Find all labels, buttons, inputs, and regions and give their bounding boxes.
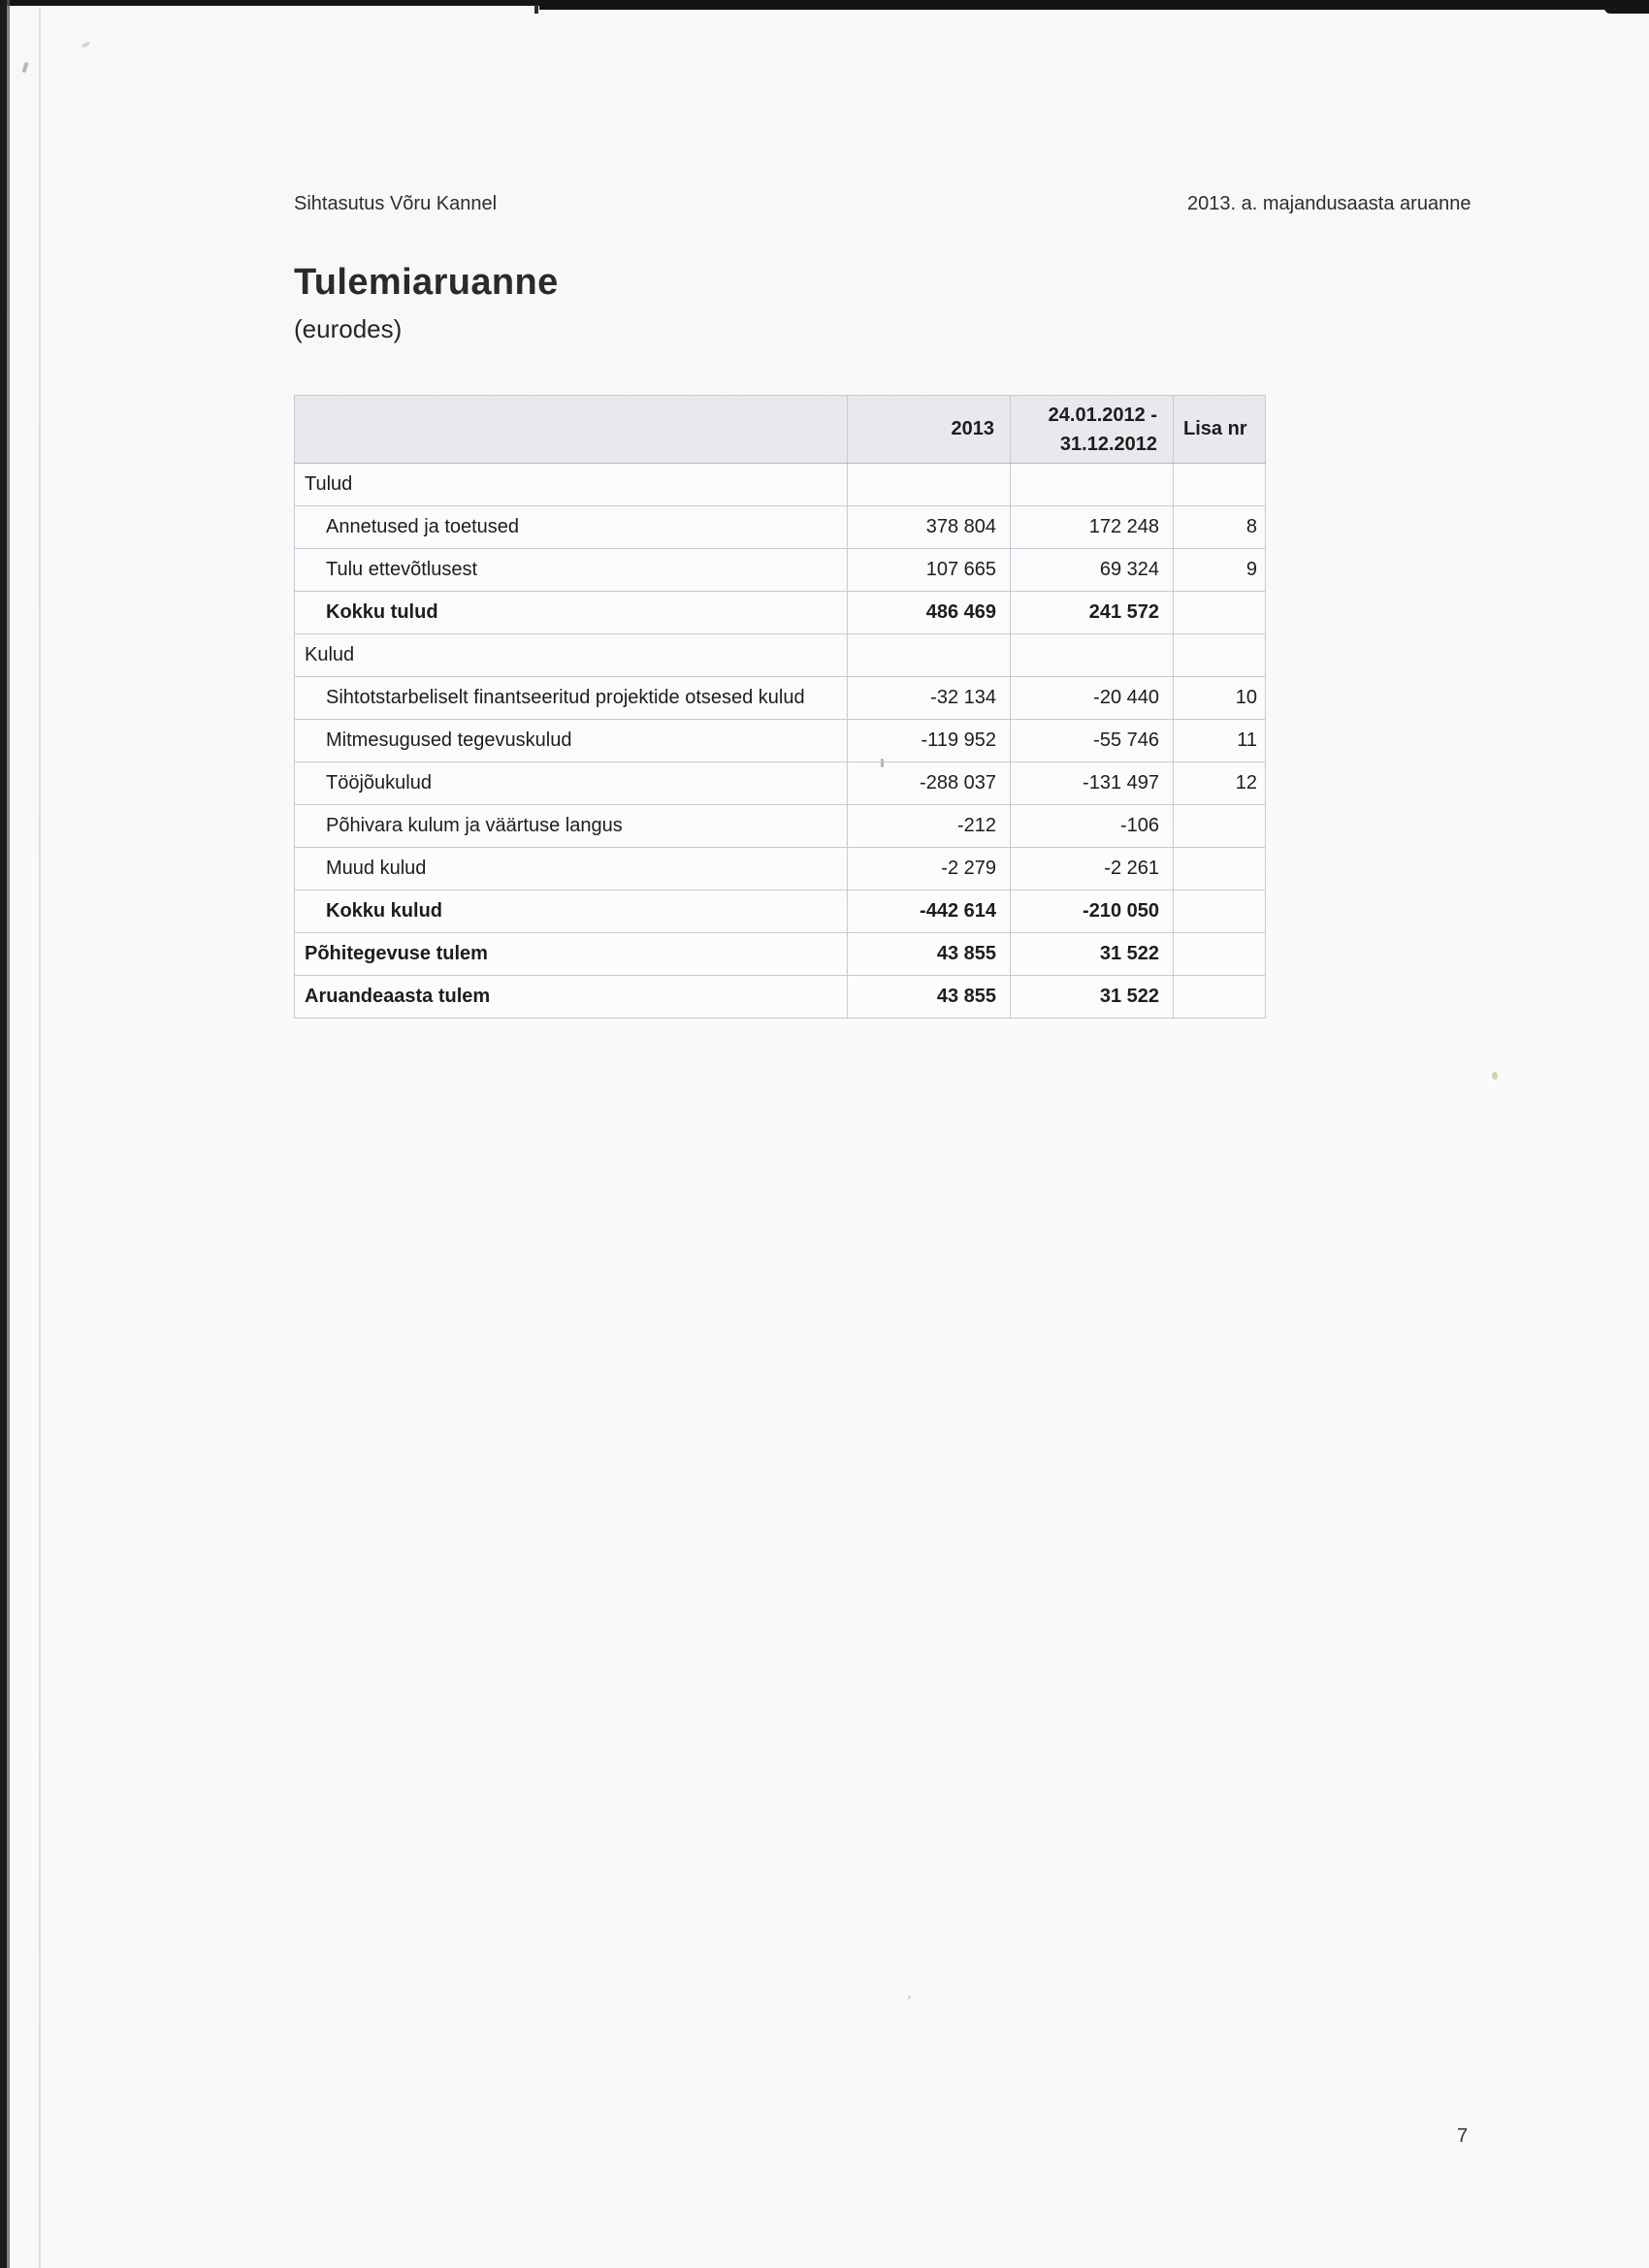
table-row [295,634,1266,677]
table-row [295,762,1266,805]
page-title: Tulemiaruanne [294,262,559,303]
row-label: Kokku kulud [295,891,848,933]
row-label: Mitmesugused tegevuskulud [295,720,848,762]
value-2013: 43 855 [848,976,1011,1019]
row-label: Muud kulud [295,848,848,891]
page-number: 7 [1457,2125,1469,2147]
scan-edge-corner [1604,0,1649,14]
value-2012: 69 324 [1011,549,1174,592]
lisa-nr [1174,592,1266,634]
value-2012: -106 [1011,805,1174,848]
value-2013: 43 855 [848,933,1011,976]
scan-artifact [21,62,28,74]
row-label: Kulud [295,634,848,677]
running-header-right: 2013. a. majandusaasta aruanne [1187,193,1471,214]
value-2013: -442 614 [848,891,1011,933]
value-2012: -55 746 [1011,720,1174,762]
row-label: Põhitegevuse tulem [295,933,848,976]
table-row [295,891,1266,933]
page-fold-line [39,8,41,2268]
lisa-nr [1174,848,1266,891]
value-2012: -210 050 [1011,891,1174,933]
scan-artifact [908,1995,911,1999]
value-2012: -131 497 [1011,762,1174,805]
table-row [295,464,1266,506]
lisa-nr [1174,805,1266,848]
value-2012 [1011,634,1174,677]
scan-edge-top-right [539,0,1649,10]
value-2012: 31 522 [1011,976,1174,1019]
value-2013: -32 134 [848,677,1011,720]
value-2012: -2 261 [1011,848,1174,891]
lisa-nr [1174,634,1266,677]
value-2013: -288 037 [848,762,1011,805]
value-2013: -119 952 [848,720,1011,762]
value-2013: 107 665 [848,549,1011,592]
table-row [295,506,1266,549]
value-2012: -20 440 [1011,677,1174,720]
table-row [295,549,1266,592]
row-label: Tööjõukulud [295,762,848,805]
row-label: Sihtotstarbeliselt finantseeritud projektide otsesed kulud [295,677,848,720]
scan-edge-top [0,0,543,6]
row-label: Tulud [295,464,848,506]
scan-artifact [1492,1072,1498,1080]
page-subtitle: (eurodes) [294,314,403,343]
lisa-nr: 12 [1174,762,1266,805]
value-2012 [1011,464,1174,506]
income-statement-table [294,395,1266,1019]
value-2012: 172 248 [1011,506,1174,549]
value-2013: -2 279 [848,848,1011,891]
scan-artifact [534,5,538,14]
column-header-period [1011,396,1174,464]
scan-edge-left-shadow [7,0,10,2268]
value-2013: 486 469 [848,592,1011,634]
lisa-nr: 8 [1174,506,1266,549]
table-row [295,592,1266,634]
value-2013: -212 [848,805,1011,848]
table-row [295,677,1266,720]
value-2013: 378 804 [848,506,1011,549]
table-row [295,976,1266,1019]
lisa-nr [1174,933,1266,976]
row-label: Tulu ettevõtlusest [295,549,848,592]
value-2013 [848,464,1011,506]
lisa-nr [1174,976,1266,1019]
running-header-left: Sihtasutus Võru Kannel [294,193,498,214]
value-2012: 241 572 [1011,592,1174,634]
lisa-nr: 11 [1174,720,1266,762]
income-statement [294,395,1266,1019]
table-row [295,720,1266,762]
period-line-1: 24.01.2012 - [1048,404,1157,426]
scan-artifact [81,41,91,49]
column-header-2013: 2013 [848,396,1011,464]
scan-edge-left [0,0,7,2268]
table-header-row [295,396,1266,464]
column-header-lisa-nr: Lisa nr [1174,396,1266,464]
row-label: Kokku tulud [295,592,848,634]
row-label: Annetused ja toetused [295,506,848,549]
value-2013 [848,634,1011,677]
period-line-2: 31.12.2012 [1059,433,1157,455]
lisa-nr [1174,891,1266,933]
table-row [295,848,1266,891]
lisa-nr: 10 [1174,677,1266,720]
value-2012: 31 522 [1011,933,1174,976]
table-row [295,805,1266,848]
table-row [295,933,1266,976]
lisa-nr [1174,464,1266,506]
row-label: Aruandeaasta tulem [295,976,848,1019]
row-label: Põhivara kulum ja väärtuse langus [295,805,848,848]
lisa-nr: 9 [1174,549,1266,592]
column-header-label [295,396,848,464]
